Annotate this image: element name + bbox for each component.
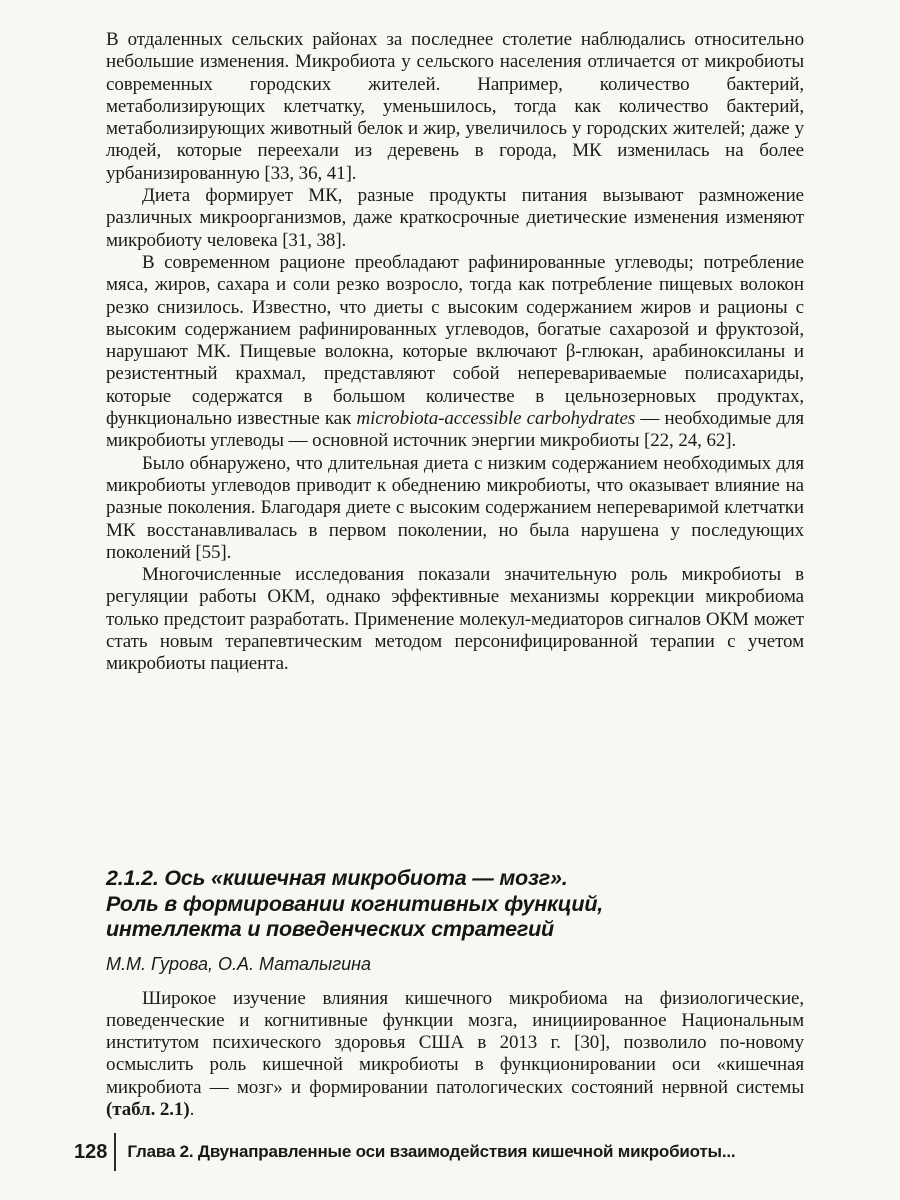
section-paragraphs bbox=[106, 988, 804, 1122]
text-segment: (табл. 2.1) bbox=[106, 1098, 190, 1120]
text-segment: В современном рационе преобладают рафинированные углеводы; потребление мяса, жиров, сахара и соли резко возросло, тогда как потребление пищевых волокон резко снизилось. Известно, что диеты с высоким содержанием жиров и рационы с высоким содержанием рафинированных углеводов, богатые сахарозой и фруктозой, нарушают МК. Пищевые волокна, которые включают β-глюкан, арабиноксиланы и резистентный крахмал, представляют собой неперевариваемые полисахариды, которые содержатся в большом количестве в цельнозерновых продуктах, функционально известные как bbox=[106, 251, 804, 430]
text-segment: В отдаленных сельских районах за последнее столетие наблюдались относительно небольшие изменения. Микробиота у сельского населения отличается от микробиоты современных городских жителей. Например, количество бактерий, метаболизирующих клетчатку, уменьшилось, тогда как количество бактерий, метаболизирующих животный белок и жир, увеличилось у городских жителей; даже у людей, которые переехали из деревень в города, МК изменилась на более урбанизированную [33, 36, 41]. bbox=[106, 29, 804, 184]
section-heading bbox=[106, 866, 804, 943]
footer-page-number: 128 bbox=[74, 1140, 108, 1163]
paragraph bbox=[106, 29, 804, 185]
section-authors: М.М. Гурова, О.А. Маталыгина bbox=[106, 953, 372, 974]
paragraph bbox=[106, 185, 804, 252]
paragraph bbox=[106, 988, 804, 1122]
text-segment: — необходимые для микробиоты углеводы — основной источник энергии микробиоты [22, 24, 62]. bbox=[106, 408, 804, 452]
section-heading-line: 2.1.2. Ось «кишечная микробиота — мозг». bbox=[106, 866, 568, 890]
body-paragraphs bbox=[106, 29, 804, 676]
footer-chapter-title: Глава 2. Двунаправленные оси взаимодействия кишечной микробиоты... bbox=[127, 1142, 736, 1161]
section-heading-line: интеллекта и поведенческих стратегий bbox=[106, 917, 554, 941]
section-block bbox=[106, 866, 804, 1121]
paragraph bbox=[106, 252, 804, 453]
section-heading-line: Роль в формировании когнитивных функций, bbox=[106, 891, 604, 916]
body-text-column bbox=[106, 29, 804, 676]
paragraph bbox=[106, 564, 804, 675]
page-footer bbox=[74, 1133, 735, 1171]
text-segment: Было обнаружено, что длительная диета с низким содержанием необходимых для микробиоты углеводов приводит к обеднению микробиоты, что оказывает влияние на разные поколения. Благодаря диете с высоким содержанием непереваримой клетчатки МК восстанавливалась в первом поколении, но была нарушена у последующих поколений [55]. bbox=[106, 452, 804, 563]
text-segment: Многочисленные исследования показали значительную роль микробиоты в регуляции работы ОКМ, однако эффективные механизмы коррекции микробиома только предстоит разработать. Применение молекул-медиаторов сигналов ОКМ может стать новым терапевтическим методом персонифицированной терапии с учетом микробиоты пациента. bbox=[106, 564, 804, 675]
text-segment: Диета формирует МК, разные продукты питания вызывают размножение различных микроорганизмов, даже краткосрочные диетические изменения изменяют микробиоту человека [31, 38]. bbox=[106, 185, 804, 251]
text-segment: microbiota-accessible carbohydrates bbox=[356, 408, 636, 430]
paragraph bbox=[106, 453, 804, 564]
text-segment: Широкое изучение влияния кишечного микробиома на физиологические, поведенческие и когнитивные функции мозга, инициированное Национальным институтом психического здоровья США в 2013 г. [30], позволило по-новому осмыслить роль кишечной микробиоты в функционировании оси «кишечная микробиота — мозг» и формировании патологических состояний нервной системы bbox=[106, 987, 804, 1098]
text-segment: . bbox=[189, 1098, 195, 1120]
footer-divider bbox=[114, 1133, 116, 1171]
